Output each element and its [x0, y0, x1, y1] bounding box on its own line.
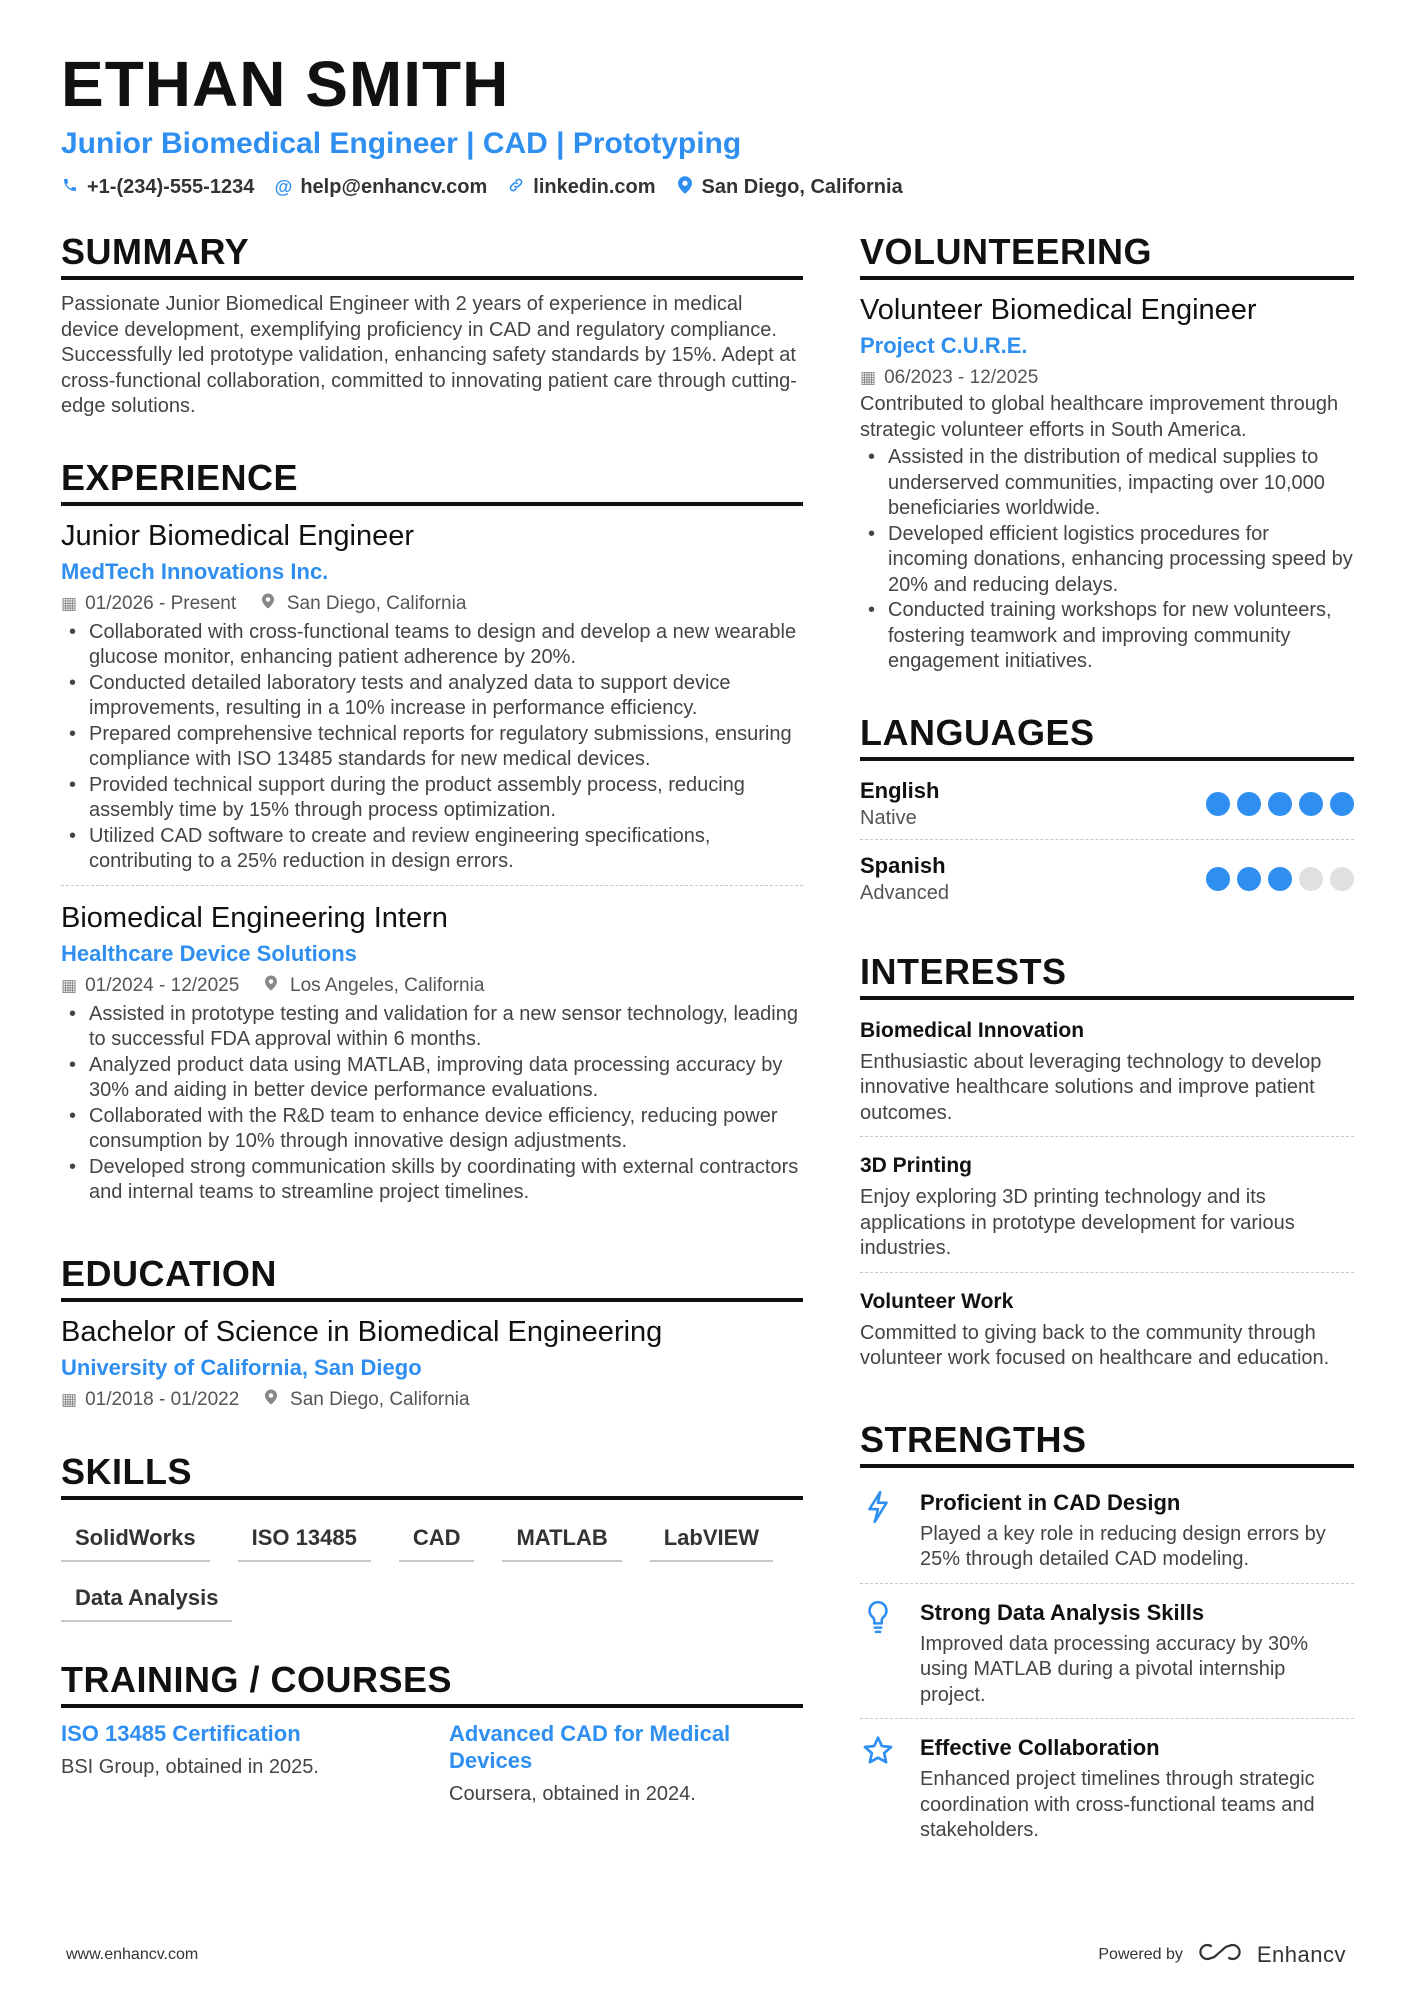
- language-name: English: [860, 777, 940, 803]
- link-icon: [507, 177, 525, 198]
- language-item: [860, 773, 1354, 840]
- bullet-item: • Assisted in the distribution of medical supplies to underserved communities, impacting over 10,000 beneficiaries worldwide.: [860, 445, 1354, 522]
- volunteer-org: Project C.U.R.E.: [860, 333, 1028, 358]
- language-rating: [1206, 792, 1354, 816]
- school-name: University of California, San Diego: [61, 1354, 422, 1380]
- bullet-item: • Collaborated with cross-functional teams to design and develop a new wearable glucose monitor, enhancing patient adherence by 20%.: [61, 620, 803, 671]
- volunteer-bullets: [860, 445, 1354, 675]
- rating-dot-empty: [1299, 867, 1323, 891]
- calendar-icon: ▦: [860, 368, 877, 387]
- job-dates: 01/2024 - 12/2025: [85, 974, 240, 996]
- left-column: [61, 230, 803, 1844]
- language-level: Native: [860, 806, 917, 829]
- education-heading: EDUCATION: [61, 1252, 803, 1302]
- brand-name: Enhancv: [1256, 1941, 1346, 1967]
- job-dates: 01/2026 - Present: [85, 592, 237, 614]
- rating-dot-filled: [1206, 867, 1230, 891]
- summary-text: Passionate Junior Biomedical Engineer with 2 years of experience in medical device development, exemplifying proficiency in CAD and regulatory compliance. Successfully led prototype validation, enhancing safety standards by 15%. Adept at cross-functional collaboration, committed to innovating patient care through cutting-edge solutions.: [61, 293, 797, 417]
- resume-header: [61, 48, 1361, 199]
- powered-by-label: Powered by: [1098, 1945, 1183, 1963]
- bullet-item: • Collaborated with the R&D team to enhance device efficiency, reducing power consumption by 10% through innovative design adjustments.: [61, 1104, 803, 1155]
- right-column: [860, 230, 1354, 1890]
- volunteer-description: Contributed to global healthcare improvement through strategic volunteer efforts in South America.: [860, 393, 1339, 441]
- interest-description: Enthusiastic about leveraging technology to develop innovative healthcare solutions and improve patient outcomes.: [860, 1050, 1322, 1124]
- interest-item: [860, 1283, 1354, 1382]
- language-rating: [1206, 867, 1354, 891]
- bullet-item: • Conducted training workshops for new volunteers, fostering teamwork and improving community engagement initiatives.: [860, 598, 1354, 675]
- linkedin-text: linkedin.com: [533, 176, 656, 198]
- rating-dot-filled: [1299, 792, 1323, 816]
- skill-tag: MATLAB: [502, 1516, 621, 1562]
- contact-linkedin[interactable]: [507, 176, 655, 199]
- bullet-item: • Developed efficient logistics procedures for incoming donations, enhancing processing speed by 20% and reducing delays.: [860, 522, 1354, 599]
- course-detail: Coursera, obtained in 2024.: [449, 1782, 696, 1805]
- interest-item: [860, 1012, 1354, 1138]
- job-bullets: [61, 1002, 803, 1206]
- strength-description: Played a key role in reducing design errors by 25% through detailed CAD modeling.: [920, 1522, 1326, 1570]
- job-location: San Diego, California: [286, 592, 467, 614]
- interests-section: [860, 950, 1354, 1382]
- courses-list: [61, 1720, 803, 1808]
- company-name: Healthcare Device Solutions: [61, 940, 357, 966]
- interest-title: Biomedical Innovation: [860, 1018, 1085, 1042]
- degree-title: Bachelor of Science in Biomedical Engineering: [61, 1315, 663, 1348]
- skills-list: [61, 1512, 803, 1622]
- footer-brand: [1098, 1940, 1346, 1969]
- course-title: ISO 13485 Certification: [61, 1720, 301, 1746]
- job-location: Los Angeles, California: [290, 974, 485, 996]
- contact-phone[interactable]: [61, 176, 254, 199]
- strength-title: Effective Collaboration: [920, 1735, 1160, 1760]
- experience-heading: EXPERIENCE: [61, 456, 803, 506]
- contact-location: [676, 176, 903, 199]
- job-title: Junior Biomedical Engineer: [61, 519, 415, 552]
- interests-heading: INTERESTS: [860, 950, 1354, 1000]
- course-title: Advanced CAD for Medical Devices: [449, 1720, 731, 1773]
- training-heading: TRAINING / COURSES: [61, 1658, 803, 1708]
- language-level: Advanced: [860, 881, 949, 904]
- strengths-section: [860, 1418, 1354, 1854]
- rating-dot-filled: [1268, 792, 1292, 816]
- summary-heading: SUMMARY: [61, 230, 803, 280]
- bullet-item: • Provided technical support during the product assembly process, reducing assembly time by 15% through process optimization.: [61, 773, 803, 824]
- email-text: help@enhancv.com: [300, 176, 488, 198]
- contact-email[interactable]: [274, 176, 487, 199]
- contact-bar: [61, 176, 1361, 199]
- calendar-icon: ▦: [61, 975, 78, 995]
- languages-section: [860, 711, 1354, 914]
- volunteering-heading: VOLUNTEERING: [860, 230, 1354, 280]
- volunteer-dates: 06/2023 - 12/2025: [884, 367, 1039, 388]
- location-text: San Diego, California: [701, 176, 903, 198]
- interest-description: Committed to giving back to the community through volunteer work focused on healthcare and education.: [860, 1321, 1330, 1369]
- strengths-heading: STRENGTHS: [860, 1418, 1354, 1468]
- experience-section: [61, 456, 803, 1216]
- strength-item: [860, 1480, 1354, 1584]
- languages-heading: LANGUAGES: [860, 711, 1354, 761]
- lightning-icon: [860, 1488, 896, 1573]
- bullet-item: • Conducted detailed laboratory tests and analyzed data to support device improvements, resulting in a 10% increase in performance efficiency.: [61, 671, 803, 722]
- skill-tag: LabVIEW: [650, 1516, 773, 1562]
- footer-url[interactable]: www.enhancv.com: [66, 1945, 199, 1963]
- rating-dot-filled: [1237, 792, 1261, 816]
- interest-item: [860, 1147, 1354, 1273]
- strength-description: Enhanced project timelines through strategic coordination with cross-functional teams and stakeholders.: [920, 1768, 1315, 1841]
- bullet-item: • Utilized CAD software to create and review engineering specifications, contributing to a 25% reduction in design errors.: [61, 824, 803, 875]
- phone-text: +1-(234)-555-1234: [87, 176, 255, 198]
- language-name: Spanish: [860, 852, 946, 878]
- training-section: [61, 1658, 803, 1808]
- job-bullets: [61, 620, 803, 875]
- interest-description: Enjoy exploring 3D printing technology and its applications in prototype development for various industries.: [860, 1186, 1295, 1259]
- job-title: Biomedical Engineering Intern: [61, 901, 448, 934]
- strength-title: Strong Data Analysis Skills: [920, 1599, 1205, 1625]
- candidate-name: ETHAN SMITH: [61, 48, 510, 120]
- rating-dot-filled: [1237, 867, 1261, 891]
- experience-entry: [61, 900, 803, 1216]
- experience-entry: [61, 518, 803, 886]
- education-dates: 01/2018 - 01/2022: [85, 1388, 240, 1410]
- bullet-item: • Analyzed product data using MATLAB, improving data processing accuracy by 30% and aiding in better device performance evaluations.: [61, 1053, 803, 1104]
- volunteer-meta: [860, 364, 1354, 392]
- rating-dot-filled: [1268, 867, 1292, 891]
- map-pin-icon: [262, 594, 279, 613]
- skill-tag: Data Analysis: [61, 1576, 232, 1622]
- job-meta: [61, 590, 803, 618]
- summary-section: [61, 230, 803, 420]
- bullet-item: • Developed strong communication skills by coordinating with external contractors and internal teams to streamline project timelines.: [61, 1155, 803, 1206]
- education-meta: [61, 1386, 803, 1414]
- calendar-icon: ▦: [61, 593, 78, 613]
- language-item: [860, 848, 1354, 914]
- bullet-item: • Assisted in prototype testing and validation for a new sensor technology, leading to successful FDA approval within 6 months.: [61, 1002, 803, 1053]
- map-pin-icon: [265, 1390, 282, 1409]
- skills-section: [61, 1450, 803, 1622]
- course-item: [449, 1720, 803, 1808]
- volunteer-role: Volunteer Biomedical Engineer: [860, 294, 1257, 326]
- course-detail: BSI Group, obtained in 2025.: [61, 1755, 319, 1778]
- interest-title: 3D Printing: [860, 1154, 973, 1177]
- map-pin-icon: [265, 976, 282, 995]
- strength-description: Improved data processing accuracy by 30% using MATLAB during a pivotal internship project.: [920, 1632, 1308, 1706]
- skills-heading: SKILLS: [61, 1450, 803, 1500]
- enhancv-logo-icon: [1197, 1940, 1243, 1969]
- education-section: [61, 1252, 803, 1414]
- rating-dot-empty: [1330, 867, 1354, 891]
- strength-title: Proficient in CAD Design: [920, 1489, 1181, 1515]
- star-icon: [860, 1733, 896, 1844]
- course-item: [61, 1720, 415, 1808]
- volunteering-section: [860, 230, 1354, 675]
- strength-item: [860, 1725, 1354, 1854]
- lightbulb-icon: [860, 1598, 896, 1709]
- skill-tag: CAD: [399, 1516, 475, 1562]
- rating-dot-filled: [1206, 792, 1230, 816]
- calendar-icon: ▦: [61, 1389, 78, 1409]
- skill-tag: ISO 13485: [238, 1516, 371, 1562]
- strength-item: [860, 1590, 1354, 1720]
- headline: Junior Biomedical Engineer | CAD | Prototyping: [61, 127, 742, 160]
- company-name: MedTech Innovations Inc.: [61, 558, 329, 584]
- job-meta: [61, 972, 803, 1000]
- at-icon: @: [274, 177, 293, 197]
- phone-icon: [61, 177, 79, 198]
- education-location: San Diego, California: [290, 1388, 470, 1410]
- interest-title: Volunteer Work: [860, 1289, 1014, 1313]
- map-pin-icon: [676, 176, 694, 199]
- bullet-item: • Prepared comprehensive technical reports for regulatory submissions, ensuring compliance with ISO 13485 standards for new medical devices.: [61, 722, 803, 773]
- skill-tag: SolidWorks: [61, 1516, 210, 1562]
- rating-dot-filled: [1330, 792, 1354, 816]
- page-footer: [66, 1940, 1346, 1969]
